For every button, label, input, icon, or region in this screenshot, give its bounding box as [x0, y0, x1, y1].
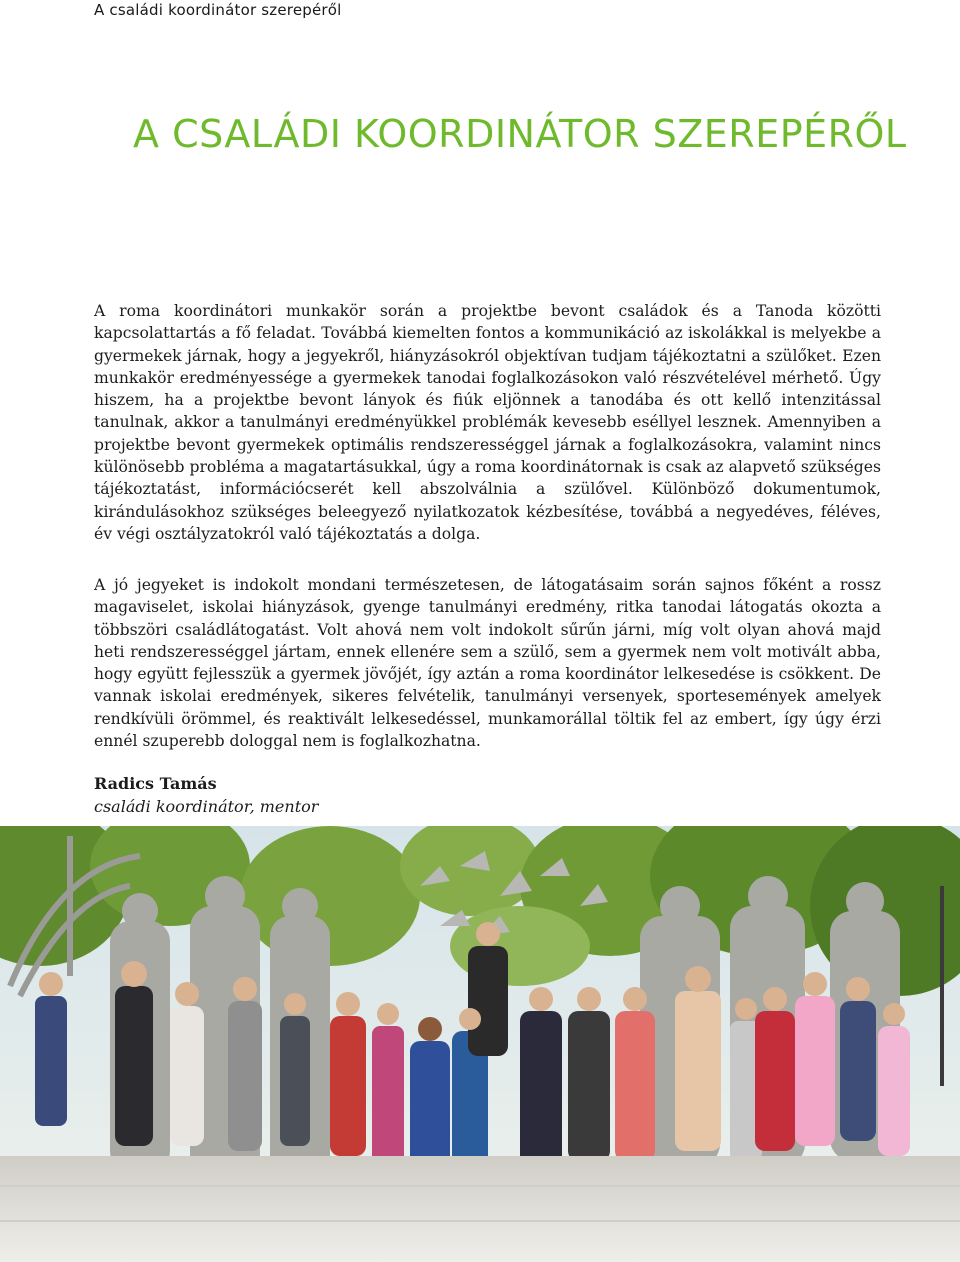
photo-pavement — [0, 1156, 960, 1262]
author-name: Radics Tamás — [94, 774, 217, 793]
page-title: A CSALÁDI KOORDINÁTOR SZEREPÉRŐL — [133, 112, 907, 156]
running-head: A családi koordinátor szerepéről — [94, 1, 342, 19]
paragraph-2: A jó jegyeket is indokolt mondani természetesen, de látogatásaim során sajnos főként a rossz magaviselet, iskolai hiányzások, gyenge tanulmányi eredmény, ritka tanodai látogatás okozta a többszöri családlátogatást. Volt ahová nem volt indokolt sűrűn járni, míg volt olyan ahová majd heti rendszerességgel jártam, ennek ellenére sem a szülő, sem a gyermek nem volt motivált abba, hogy együtt fejlesszük a gyermek jövőjét, így aztán a roma koordinátor lelkesedése is csökkent. De vannak iskolai eredmények, sikeres felvételik, tanulmányi versenyek, sportesemények amelyek rendkívüli örömmel, és reaktivált lelkesedéssel, munkamorállal töltik fel az embert, így úgy érzi ennél szuperebb dologgal nem is foglalkozhatna. — [94, 576, 881, 751]
lamp-post — [940, 886, 944, 1086]
author-role: családi koordinátor, mentor — [94, 797, 319, 816]
paragraph-1: A roma koordinátori munkakör során a projektbe bevont családok és a Tanoda közötti kapcsolattartás a fő feladat. Továbbá kiemelten fontos a kommunikáció az iskolákkal is melyekbe a gyermekek járnak, hogy a jegyekről, hiányzásokról objektívan tudjam tájékoztatni a szülőket. Ezen munkakör eredményessége a gyermekek tanodai foglalkozásokon való részvételével mérhető. Úgy hiszem, ha a projektbe bevont lányok és fiúk eljönnek a tanodába és ott kellő intenzitással tanulnak, akkor a tanulmányi eredményükkel problémák kevesebb eséllyel lesznek. Amennyiben a projektbe bevont gyermekek optimális rendszerességgel járnak a foglalkozásokra, valamint nincs különösebb probléma a magatartásukkal, úgy a roma koordinátornak is csak az alapvető szükséges tájékoztatást, információcserét kell abszolválnia a szülővel. Különböző dokumentumok, kirándulásokhoz szükséges beleegyező nyilatkozatok kézbesítése, továbbá a negyedéves, féléves, év végi osztályzatokról való tájékoztatás a dolga. — [94, 302, 881, 543]
group-photo — [0, 826, 960, 1262]
